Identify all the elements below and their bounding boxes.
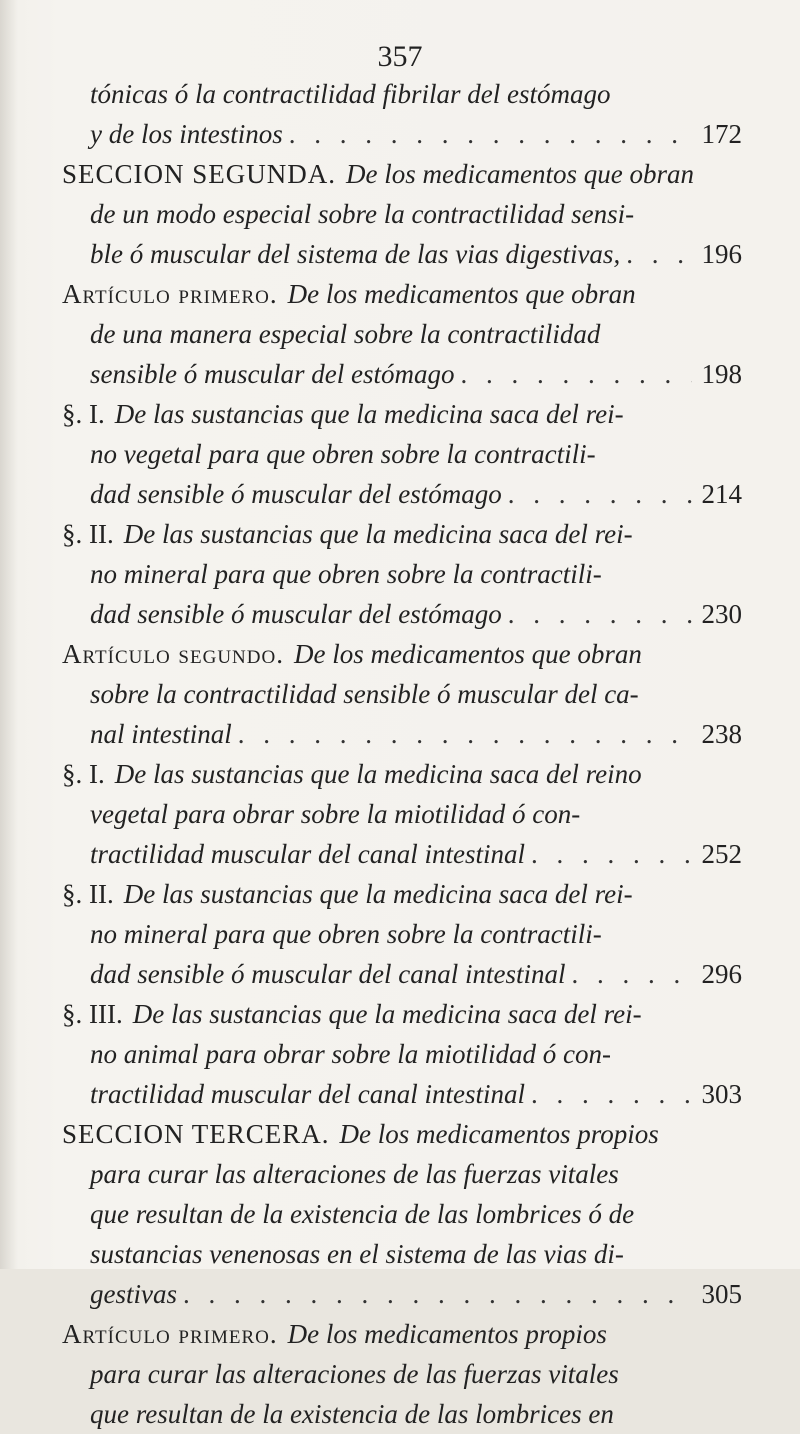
toc-entry-text: ble ó muscular del sistema de las vias digestivas,	[90, 239, 621, 269]
toc-line	[62, 594, 742, 634]
toc-entry-text: y de los intestinos	[90, 119, 283, 149]
toc-line	[62, 954, 742, 994]
toc-line	[62, 194, 742, 234]
toc-line	[62, 874, 742, 914]
toc-line	[62, 914, 742, 954]
toc-line	[62, 1314, 742, 1354]
toc-entry-text: De las sustancias que la medicina saca del rei-	[132, 999, 642, 1029]
toc-line	[62, 114, 742, 154]
toc-entry-text: de una manera especial sobre la contractilidad	[90, 319, 601, 349]
table-of-contents	[62, 74, 742, 1434]
dot-leader	[238, 714, 692, 754]
toc-entry-text: de un modo especial sobre la contractilidad sensi-	[90, 199, 635, 229]
toc-page-number: 238	[701, 719, 742, 749]
toc-entry-text: De las sustancias que la medicina saca del rei-	[123, 519, 633, 549]
toc-entry-text: De los medicamentos propios	[339, 1119, 659, 1149]
toc-line	[62, 274, 742, 314]
toc-entry-text: De los medicamentos que obran	[287, 279, 636, 309]
toc-line	[62, 354, 742, 394]
toc-line	[62, 74, 742, 114]
toc-line	[62, 554, 742, 594]
toc-entry-label: §. II.	[62, 519, 114, 549]
toc-entry-text: vegetal para obrar sobre la miotilidad ó con-	[90, 799, 581, 829]
toc-line	[62, 1274, 742, 1314]
toc-line	[62, 474, 742, 514]
toc-entry-text: De las sustancias que la medicina saca del rei-	[123, 879, 633, 909]
toc-entry-text: De los medicamentos propios	[287, 1319, 607, 1349]
toc-entry-text: que resultan de la existencia de las lombrices ó de	[90, 1199, 635, 1229]
toc-entry-label: §. II.	[62, 879, 114, 909]
toc-page-number: 296	[701, 959, 742, 989]
toc-entry-text: dad sensible ó muscular del estómago	[90, 479, 502, 509]
toc-entry-text: tónicas ó la contractilidad fibrilar del estómago	[90, 79, 611, 109]
toc-entry-label: SECCION TERCERA.	[62, 1119, 330, 1149]
toc-entry-label: §. I.	[62, 759, 105, 789]
toc-entry-label: §. III.	[62, 999, 123, 1029]
toc-entry-label: Artículo segundo.	[62, 639, 284, 669]
toc-entry-text: nal intestinal	[90, 719, 232, 749]
toc-entry-text: no mineral para que obren sobre la contractili-	[90, 919, 602, 949]
toc-page-number: 198	[701, 359, 742, 389]
toc-line	[62, 154, 742, 194]
toc-entry-text: sensible ó muscular del estómago	[90, 359, 455, 389]
toc-line	[62, 314, 742, 354]
toc-entry-text: no animal para obrar sobre la miotilidad ó con-	[90, 1039, 612, 1069]
dot-leader	[531, 1074, 692, 1114]
toc-page-number: 196	[701, 239, 742, 269]
dot-leader	[508, 474, 692, 514]
toc-entry-text: para curar las alteraciones de las fuerzas vitales	[90, 1359, 619, 1389]
toc-line	[62, 514, 742, 554]
toc-page-number: 303	[701, 1079, 742, 1109]
toc-entry-text: De las sustancias que la medicina saca del rei-	[114, 399, 624, 429]
toc-entry-text: De los medicamentos que obran	[293, 639, 642, 669]
toc-entry-text: De los medicamentos que obran	[346, 159, 694, 189]
toc-line	[62, 994, 742, 1034]
toc-page-number: 214	[701, 479, 742, 509]
toc-page-number: 230	[701, 599, 742, 629]
toc-entry-text: que resultan de la existencia de las lombrices en	[90, 1399, 614, 1429]
dot-leader	[571, 954, 692, 994]
toc-line	[62, 1394, 742, 1434]
toc-line	[62, 234, 742, 274]
toc-entry-label: §. I.	[62, 399, 105, 429]
toc-line	[62, 1154, 742, 1194]
toc-line	[62, 634, 742, 674]
toc-page-number: 305	[701, 1279, 742, 1309]
page-number: 357	[377, 40, 423, 73]
toc-entry-label: Artículo primero.	[62, 1319, 278, 1349]
toc-entry-text: dad sensible ó muscular del canal intestinal	[90, 959, 566, 989]
toc-page-number: 172	[701, 119, 742, 149]
toc-line	[62, 1354, 742, 1394]
dot-leader	[626, 234, 692, 274]
toc-line	[62, 434, 742, 474]
toc-line	[62, 754, 742, 794]
toc-entry-text: dad sensible ó muscular del estómago	[90, 599, 502, 629]
dot-leader	[531, 834, 692, 874]
dot-leader	[183, 1274, 692, 1314]
toc-entry-text: sustancias venenosas en el sistema de las vias di-	[90, 1239, 624, 1269]
dot-leader	[460, 354, 692, 394]
toc-line	[62, 674, 742, 714]
dot-leader	[289, 114, 692, 154]
toc-line	[62, 1074, 742, 1114]
toc-entry-text: sobre la contractilidad sensible ó muscular del ca-	[90, 679, 639, 709]
toc-line	[62, 394, 742, 434]
toc-line	[62, 1234, 742, 1274]
toc-page-number: 252	[701, 839, 742, 869]
toc-line	[62, 1034, 742, 1074]
toc-entry-text: tractilidad muscular del canal intestinal	[90, 839, 525, 869]
toc-entry-text: tractilidad muscular del canal intestinal	[90, 1079, 525, 1109]
dot-leader	[508, 594, 692, 634]
toc-line	[62, 794, 742, 834]
toc-line	[62, 834, 742, 874]
toc-entry-text: no mineral para que obren sobre la contractili-	[90, 559, 602, 589]
toc-entry-text: gestivas	[90, 1279, 177, 1309]
toc-line	[62, 1114, 742, 1154]
toc-entry-label: SECCION SEGUNDA.	[62, 159, 337, 189]
toc-line	[62, 1194, 742, 1234]
toc-entry-text: para curar las alteraciones de las fuerzas vitales	[90, 1159, 619, 1189]
toc-line	[62, 714, 742, 754]
toc-entry-text: no vegetal para que obren sobre la contractili-	[90, 439, 596, 469]
toc-entry-text: De las sustancias que la medicina saca del reino	[114, 759, 642, 789]
toc-entry-label: Artículo primero.	[62, 279, 278, 309]
